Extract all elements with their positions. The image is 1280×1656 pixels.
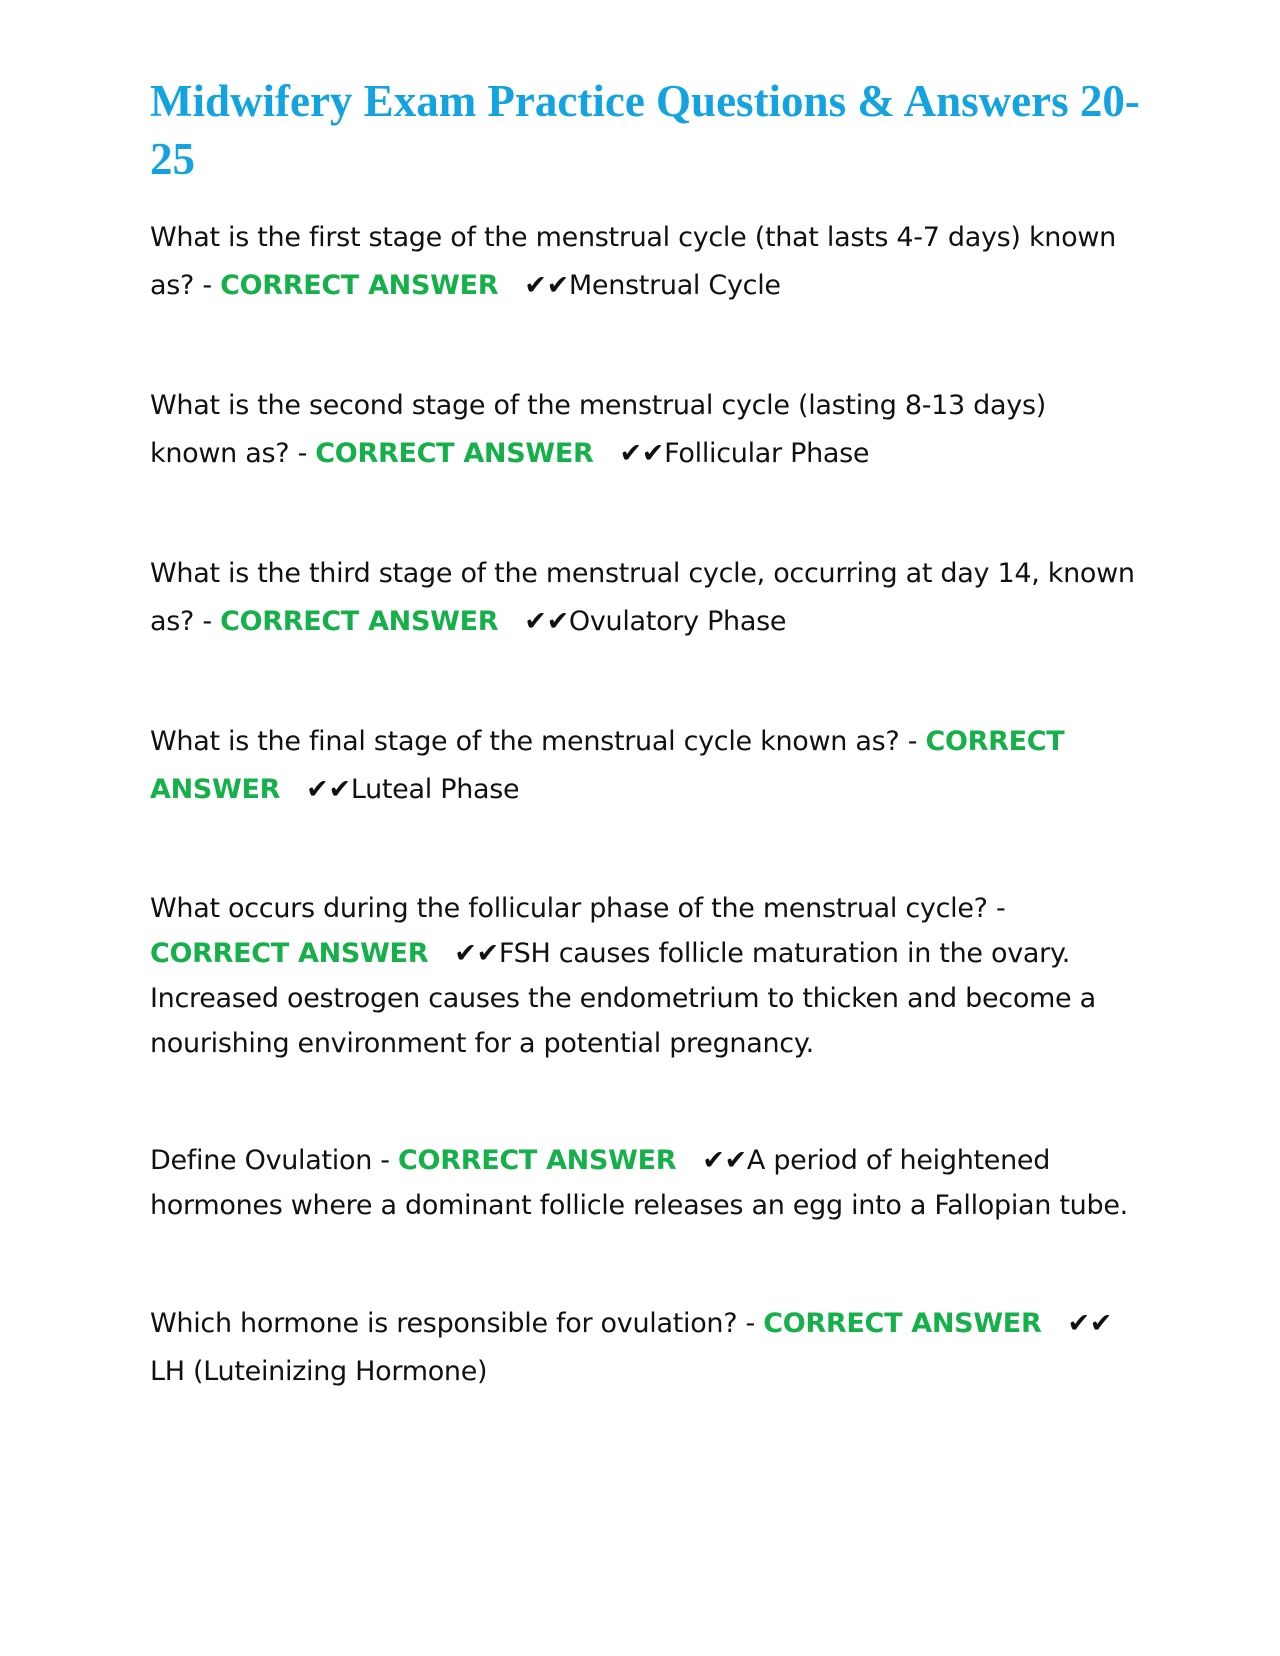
double-check-icon: ✔✔ xyxy=(306,774,351,805)
qa-item xyxy=(150,214,1140,310)
correct-answer-label: CORRECT ANSWER xyxy=(220,270,499,301)
double-check-icon: ✔✔ xyxy=(524,606,569,637)
correct-answer-label: CORRECT ANSWER xyxy=(150,938,429,969)
question-text: Define Ovulation - xyxy=(150,1145,399,1176)
question-text: What is the second stage of the menstrual cycle (lasting 8-13 days) known as? - xyxy=(150,390,1046,469)
correct-answer-label: CORRECT ANSWER xyxy=(220,606,499,637)
question-text: Which hormone is responsible for ovulation? - xyxy=(150,1308,764,1339)
correct-answer-label: CORRECT ANSWER xyxy=(150,726,1065,805)
answer-text: A period of heightened hormones where a dominant follicle releases an egg into a Fallopian tube. xyxy=(150,1145,1128,1221)
correct-answer-label: CORRECT ANSWER xyxy=(398,1145,677,1176)
question-text: What is the third stage of the menstrual cycle, occurring at day 14, known as? - xyxy=(150,558,1135,637)
answer-text: Menstrual Cycle xyxy=(568,270,781,301)
question-text: What is the final stage of the menstrual cycle known as? - xyxy=(150,726,926,757)
qa-item xyxy=(150,886,1140,1066)
answer-text: LH (Luteinizing Hormone) xyxy=(150,1356,488,1387)
qa-item xyxy=(150,1300,1140,1396)
answer-text: Luteal Phase xyxy=(350,774,520,805)
qa-item xyxy=(150,718,1140,814)
question-text: What occurs during the follicular phase of the menstrual cycle? - xyxy=(150,893,1006,924)
double-check-icon: ✔✔ xyxy=(524,270,569,301)
double-check-icon: ✔✔ xyxy=(619,438,665,469)
double-check-icon: ✔✔ xyxy=(454,938,499,969)
correct-answer-label: CORRECT ANSWER xyxy=(763,1308,1042,1339)
document-title: Midwifery Exam Practice Questions & Answers 20-25 xyxy=(150,76,1140,184)
document-page xyxy=(150,72,1140,1468)
question-text: What is the first stage of the menstrual cycle (that lasts 4-7 days) known as? - xyxy=(150,222,1116,301)
qa-item xyxy=(150,382,1140,478)
double-check-icon: ✔✔ xyxy=(702,1145,747,1176)
qa-item xyxy=(150,1138,1140,1228)
correct-answer-label: CORRECT ANSWER xyxy=(315,438,594,469)
qa-item xyxy=(150,550,1140,646)
answer-text: Follicular Phase xyxy=(664,438,870,469)
double-check-icon: ✔✔ xyxy=(1067,1308,1113,1339)
answer-text: FSH causes follicle maturation in the ovary. Increased oestrogen causes the endometrium to thicken and become a nourishing environment for a potential pregnancy. xyxy=(150,938,1096,1059)
answer-text: Ovulatory Phase xyxy=(568,606,787,637)
